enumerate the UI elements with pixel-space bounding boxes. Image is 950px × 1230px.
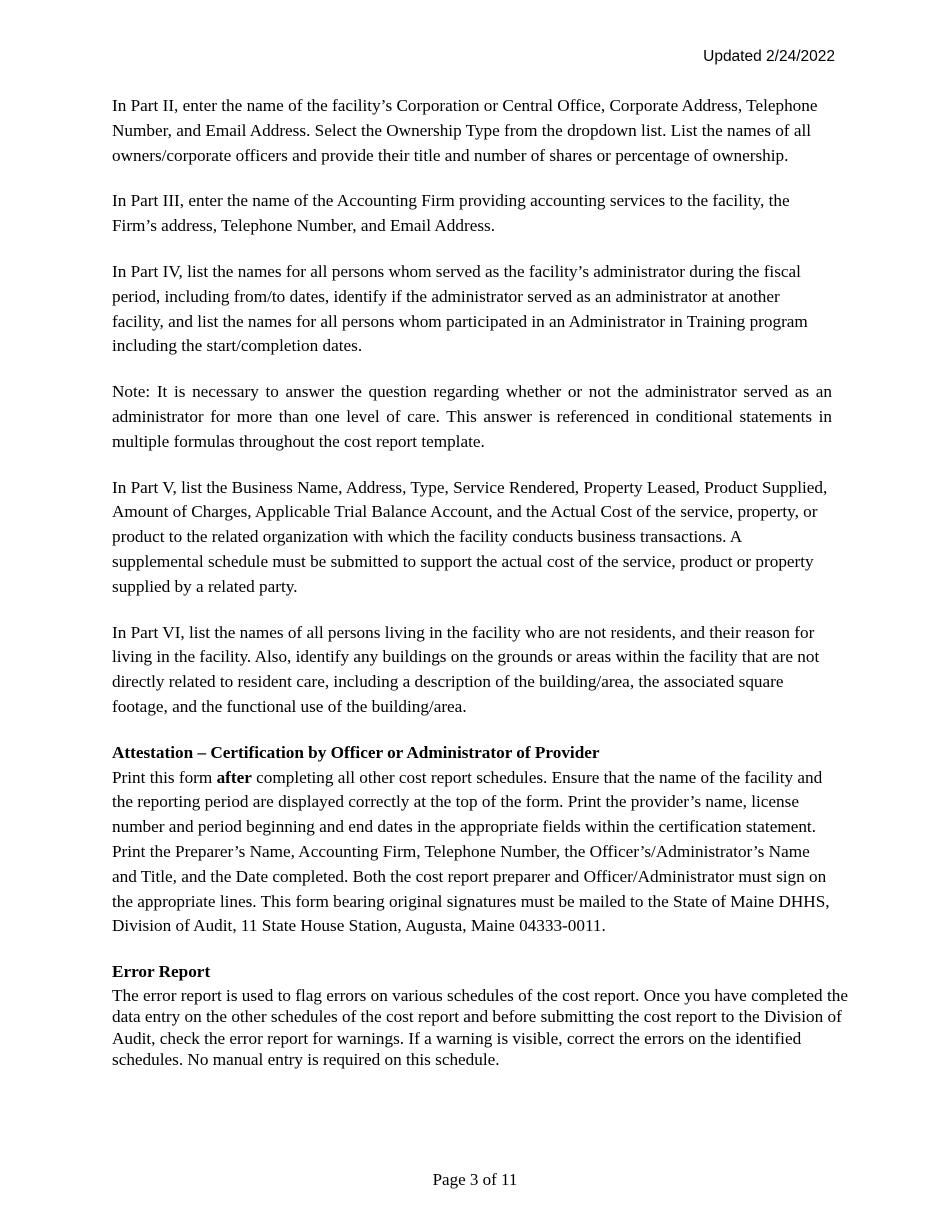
error-report-section <box>112 960 852 1070</box>
paragraph-part-2: In Part II, enter the name of the facility’s Corporation or Central Office, Corporate Address, Telephone Number, and Email Address. Select the Ownership Type from the dropdown list. List the names of all owners/corporate officers and provide their title and number of shares or percentage of ownership. <box>112 96 818 165</box>
paragraph-part-3: In Part III, enter the name of the Accounting Firm providing accounting services to the facility, the Firm’s address, Telephone Number, and Email Address. <box>112 191 790 236</box>
error-report-heading: Error Report <box>112 962 211 982</box>
attestation-text-end: completing all other cost report schedules. Ensure that the name of the facility and the reporting period are displayed correctly at the top of the form. Print the provider’s name, license number and period beginning and end dates in the appropriate fields within the certification statement. Print the Preparer’s Name, Accounting Firm, Telephone Number, the Officer’s/Administrator’s Name and Title, and the Date completed. Both the cost report preparer and Officer/Administrator must sign on the appropriate lines. This form bearing original signatures must be mailed to the State of Maine DHHS, Division of Audit, 11 State House Station, Augusta, Maine 04333-0011. <box>112 767 830 936</box>
paragraph-part-5: In Part V, list the Business Name, Address, Type, Service Rendered, Property Leased, Product Supplied, Amount of Charges, Applicable Trial Balance Account, and the Actual Cost of the service, property, or product to the related organization with which the facility conducts business transactions. A supplemental schedule must be submitted to support the actual cost of the service, product or property supplied by a related party. <box>112 477 828 596</box>
attestation-text-start: Print this form <box>112 767 217 787</box>
paragraph-part-6: In Part VI, list the names of all persons living in the facility who are not residents, and their reason for living in the facility. Also, identify any buildings on the grounds or areas within the facility that are not directly related to resident care, including a description of the building/area, the associated square footage, and the functional use of the building/area. <box>112 622 820 716</box>
paragraph-note: Note: It is necessary to answer the question regarding whether or not the administrator served as an administrator for more than one level of care. This answer is referenced in conditional statements in multiple formulas throughout the cost report template. <box>112 382 832 451</box>
page-number: Page 3 of 11 <box>432 1170 518 1189</box>
updated-date: Updated 2/24/2022 <box>703 48 835 65</box>
attestation-section <box>112 741 852 939</box>
document-body <box>112 94 852 1070</box>
attestation-text <box>112 766 832 940</box>
attestation-heading: Attestation – Certification by Officer or Administrator of Provider <box>112 742 600 762</box>
error-report-text: The error report is used to flag errors on various schedules of the cost report. Once you have completed the data entry on the other schedules of the cost report and before submitting the cost report to the Division of Audit, check the error report for warnings. If a warning is visible, correct the errors on the identified schedules. No manual entry is required on this schedule. <box>112 985 848 1069</box>
paragraph-part-4: In Part IV, list the names for all persons whom served as the facility’s administrator during the fiscal period, including from/to dates, identify if the administrator served as an administrator at another facility, and list the names for all persons whom participated in an Administrator in Training program including the start/completion dates. <box>112 261 808 356</box>
attestation-emphasis: after <box>216 767 252 787</box>
